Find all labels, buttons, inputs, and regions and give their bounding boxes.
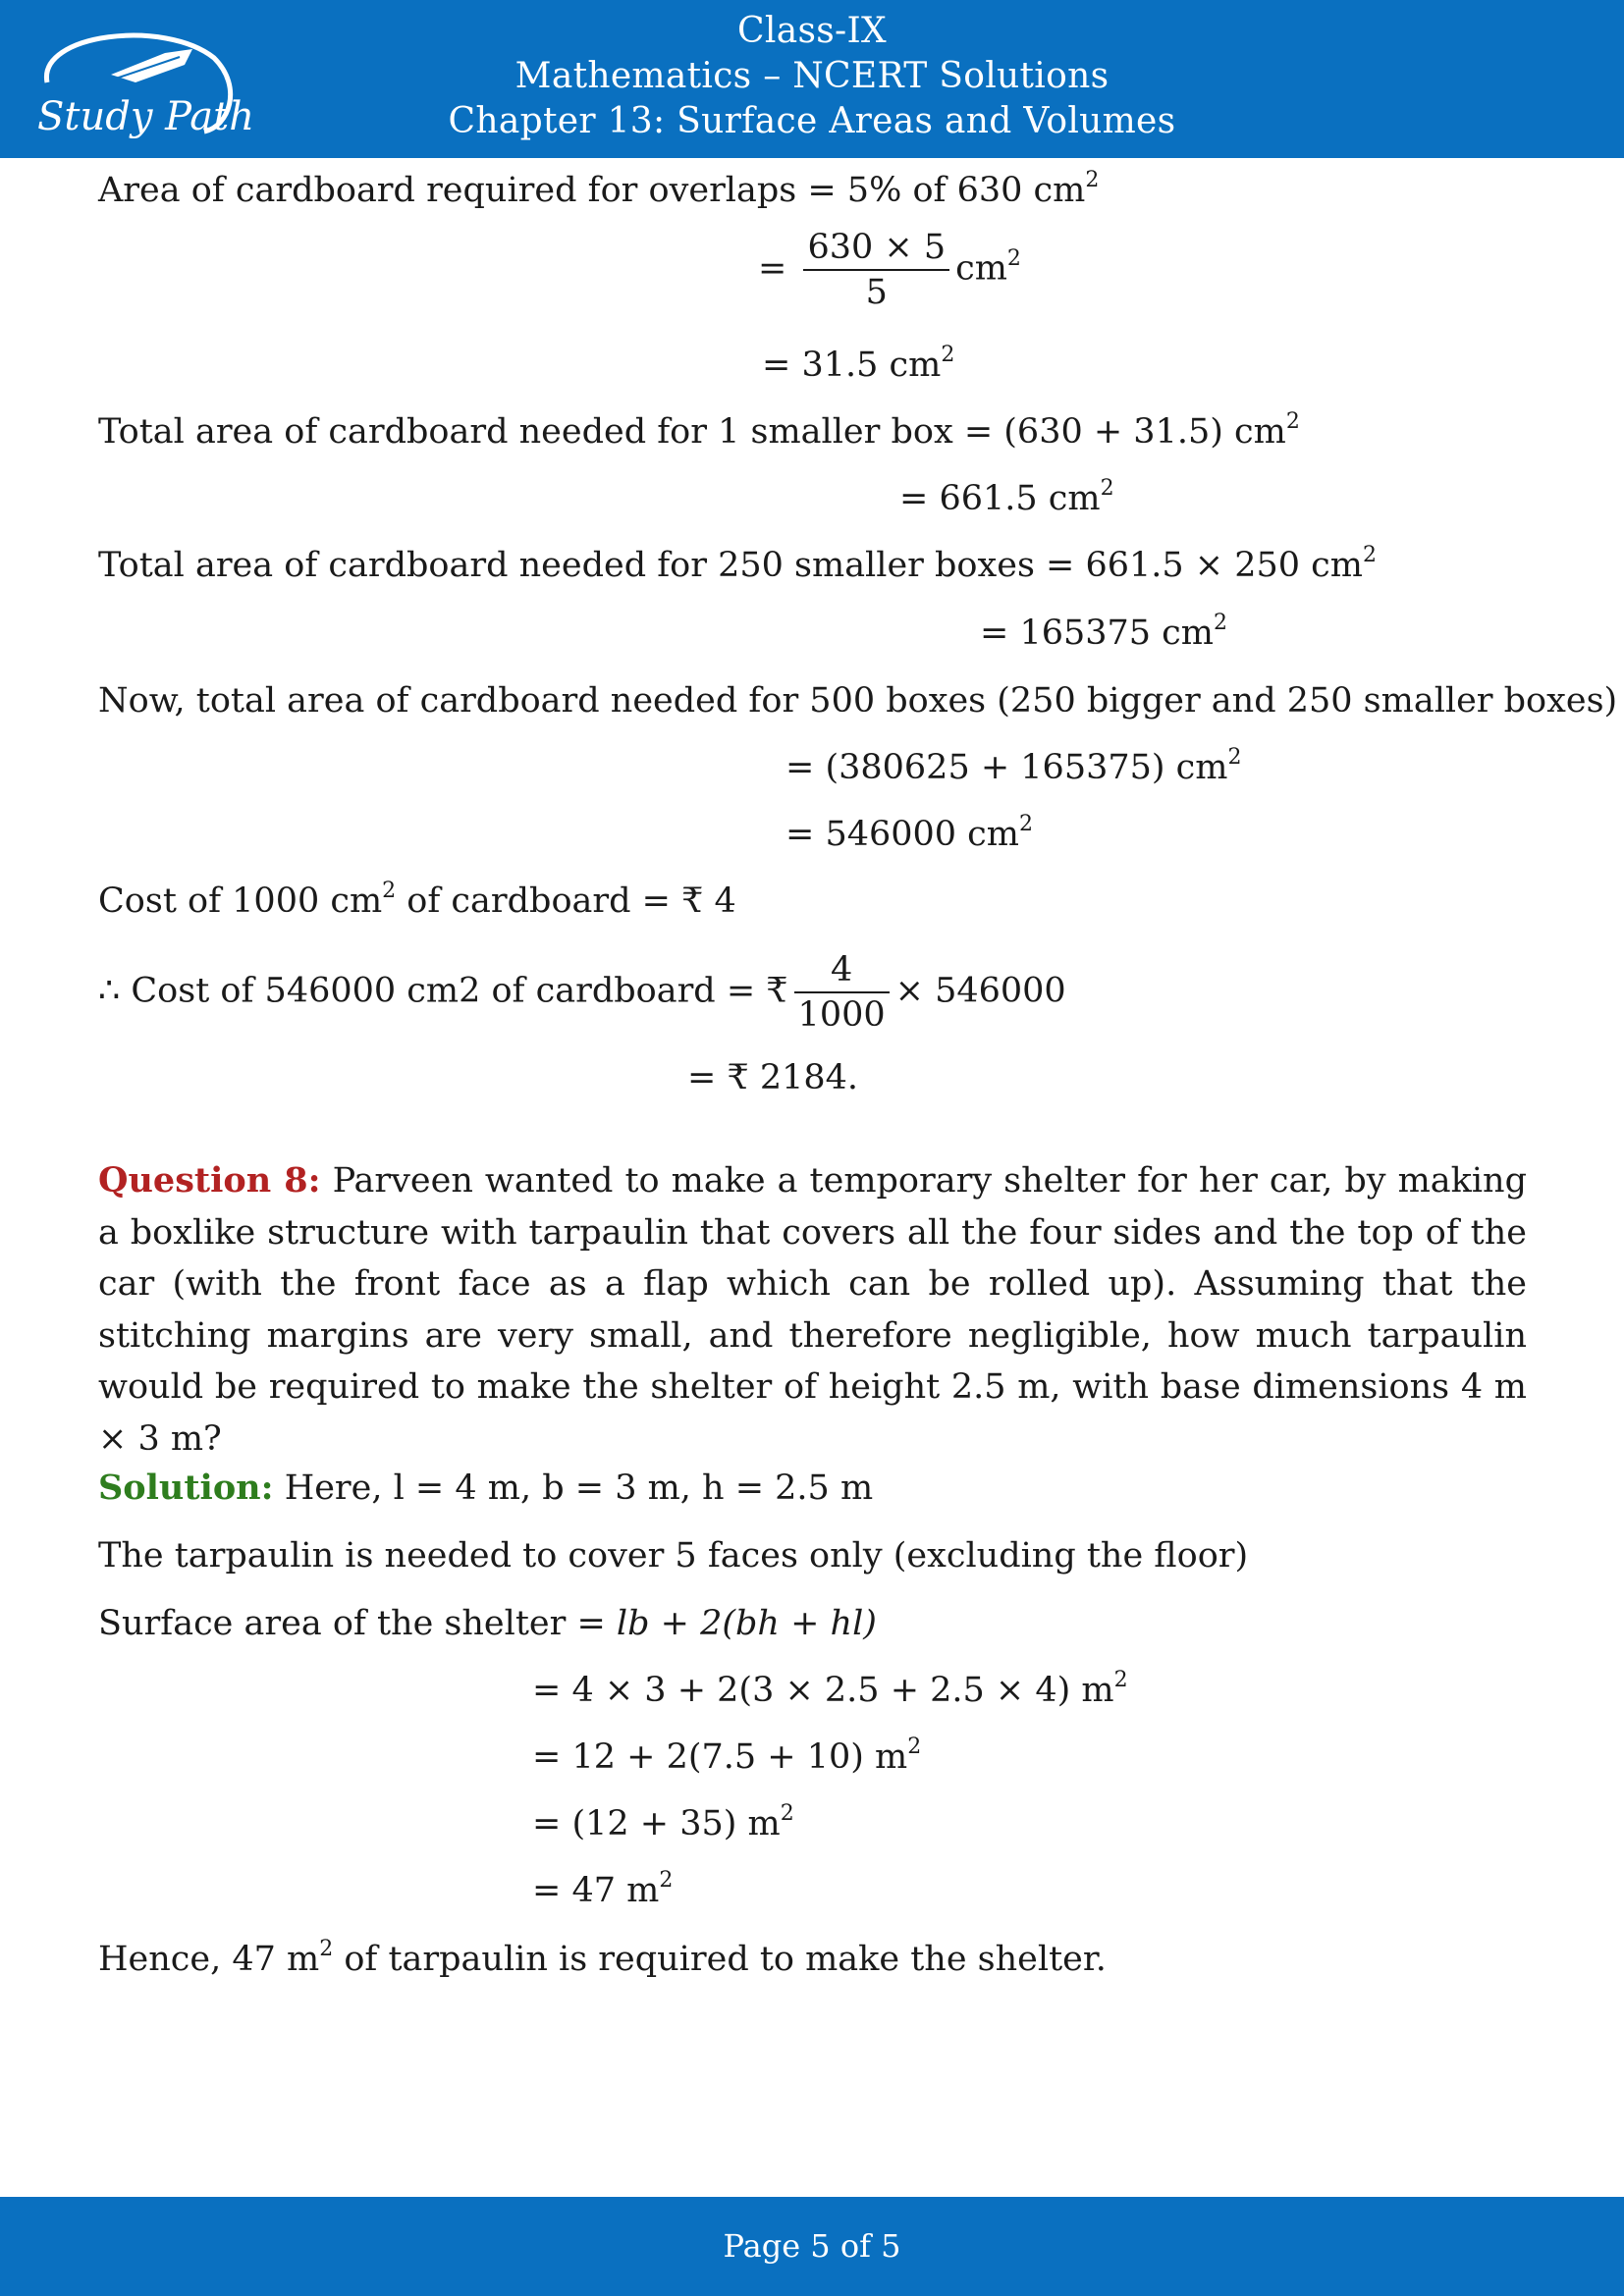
sa-step-2: = 12 + 2(7.5 + 10) $m^2$ [532,1735,922,1777]
faces-line: The tarpaulin is needed to cover 5 faces only (excluding the floor) [98,1536,1249,1575]
overlap-fraction: $\frac{630 \times 5}{5}$ [803,226,949,314]
page-footer [0,2197,1624,2296]
question-text: Parveen wanted to make a temporary shelter for her car, by making a boxlike structure with tarpaulin that covers all the four sides and the top of the car (with the front face as a flap which can be rolled up). Assuming that the stitching margins are very small, and therefore negligible, how much tarpaulin would be required to make the shelter of height 2.5 m, with base dimensions 4 m × 3 m? [98,1161,1527,1459]
svg-text:Study Path: Study Path [37,94,254,139]
page-header [0,0,1624,158]
cost-fraction: $\frac{4}{1000}$ [794,948,890,1037]
header-class: Class-IX [737,11,887,51]
total500-area-line: Now, total area of cardboard needed for 500 boxes (250 bigger and 250 smaller boxes) [98,681,1618,721]
surface-area-line: Surface area of the shelter = lb + 2(bh + hl) [98,1604,877,1643]
page-number: Page 5 of 5 [723,2227,901,2265]
total500-result-line: = 546000 $cm^2$ [785,812,1033,854]
small-box-area-line: Total area of cardboard needed for 1 smaller box = (630 + 31.5) $cm^2$ [98,409,1300,452]
therefore-cost-line: ∴ Cost of 546000 cm2 of cardboard = ₹ $\frac{4}{1000}$ × 546000 [98,950,1066,1035]
overlap-result-line: = 31.5 $cm^2$ [762,343,955,385]
boxes250-area-line: Total area of cardboard needed for 250 smaller boxes = 661.5 × 250 $cm^2$ [98,543,1377,585]
solution-given-line: Solution: Here, l = 4 m, b = 3 m, h = 2.5 m [98,1468,874,1508]
overlap-area-line: Area of cardboard required for overlaps = 5% of 630 $cm^2$ [98,168,1100,210]
sa-step-4: = 47 $m^2$ [532,1868,674,1910]
conclusion-line: Hence, 47 $m^2$ of tarpaulin is required to make the shelter. [98,1937,1107,1979]
question-8 [98,1155,1527,1465]
boxes250-result-line: = 165375 $cm^2$ [980,611,1227,653]
header-chapter: Chapter 13: Surface Areas and Volumes [448,101,1176,141]
sa-step-3: = (12 + 35) $m^2$ [532,1801,794,1843]
overlap-fraction-line: = $\frac{630 \times 5}{5}$ $cm^2$ [758,228,1021,312]
total500-step-line: = (380625 + 165375) $cm^2$ [785,745,1242,787]
cost-result-line: = ₹ 2184. [687,1058,859,1097]
sa-step-1: = 4 × 3 + 2(3 × 2.5 + 2.5 × 4) $m^2$ [532,1668,1128,1710]
small-box-result-line: = 661.5 $cm^2$ [899,476,1114,518]
solution-label: Solution: [98,1468,274,1508]
cost-per-1000-line: Cost of 1000 $cm^2$ of cardboard = ₹ 4 [98,879,736,921]
header-subject: Mathematics – NCERT Solutions [514,56,1110,96]
question-label: Question 8: [98,1160,321,1201]
